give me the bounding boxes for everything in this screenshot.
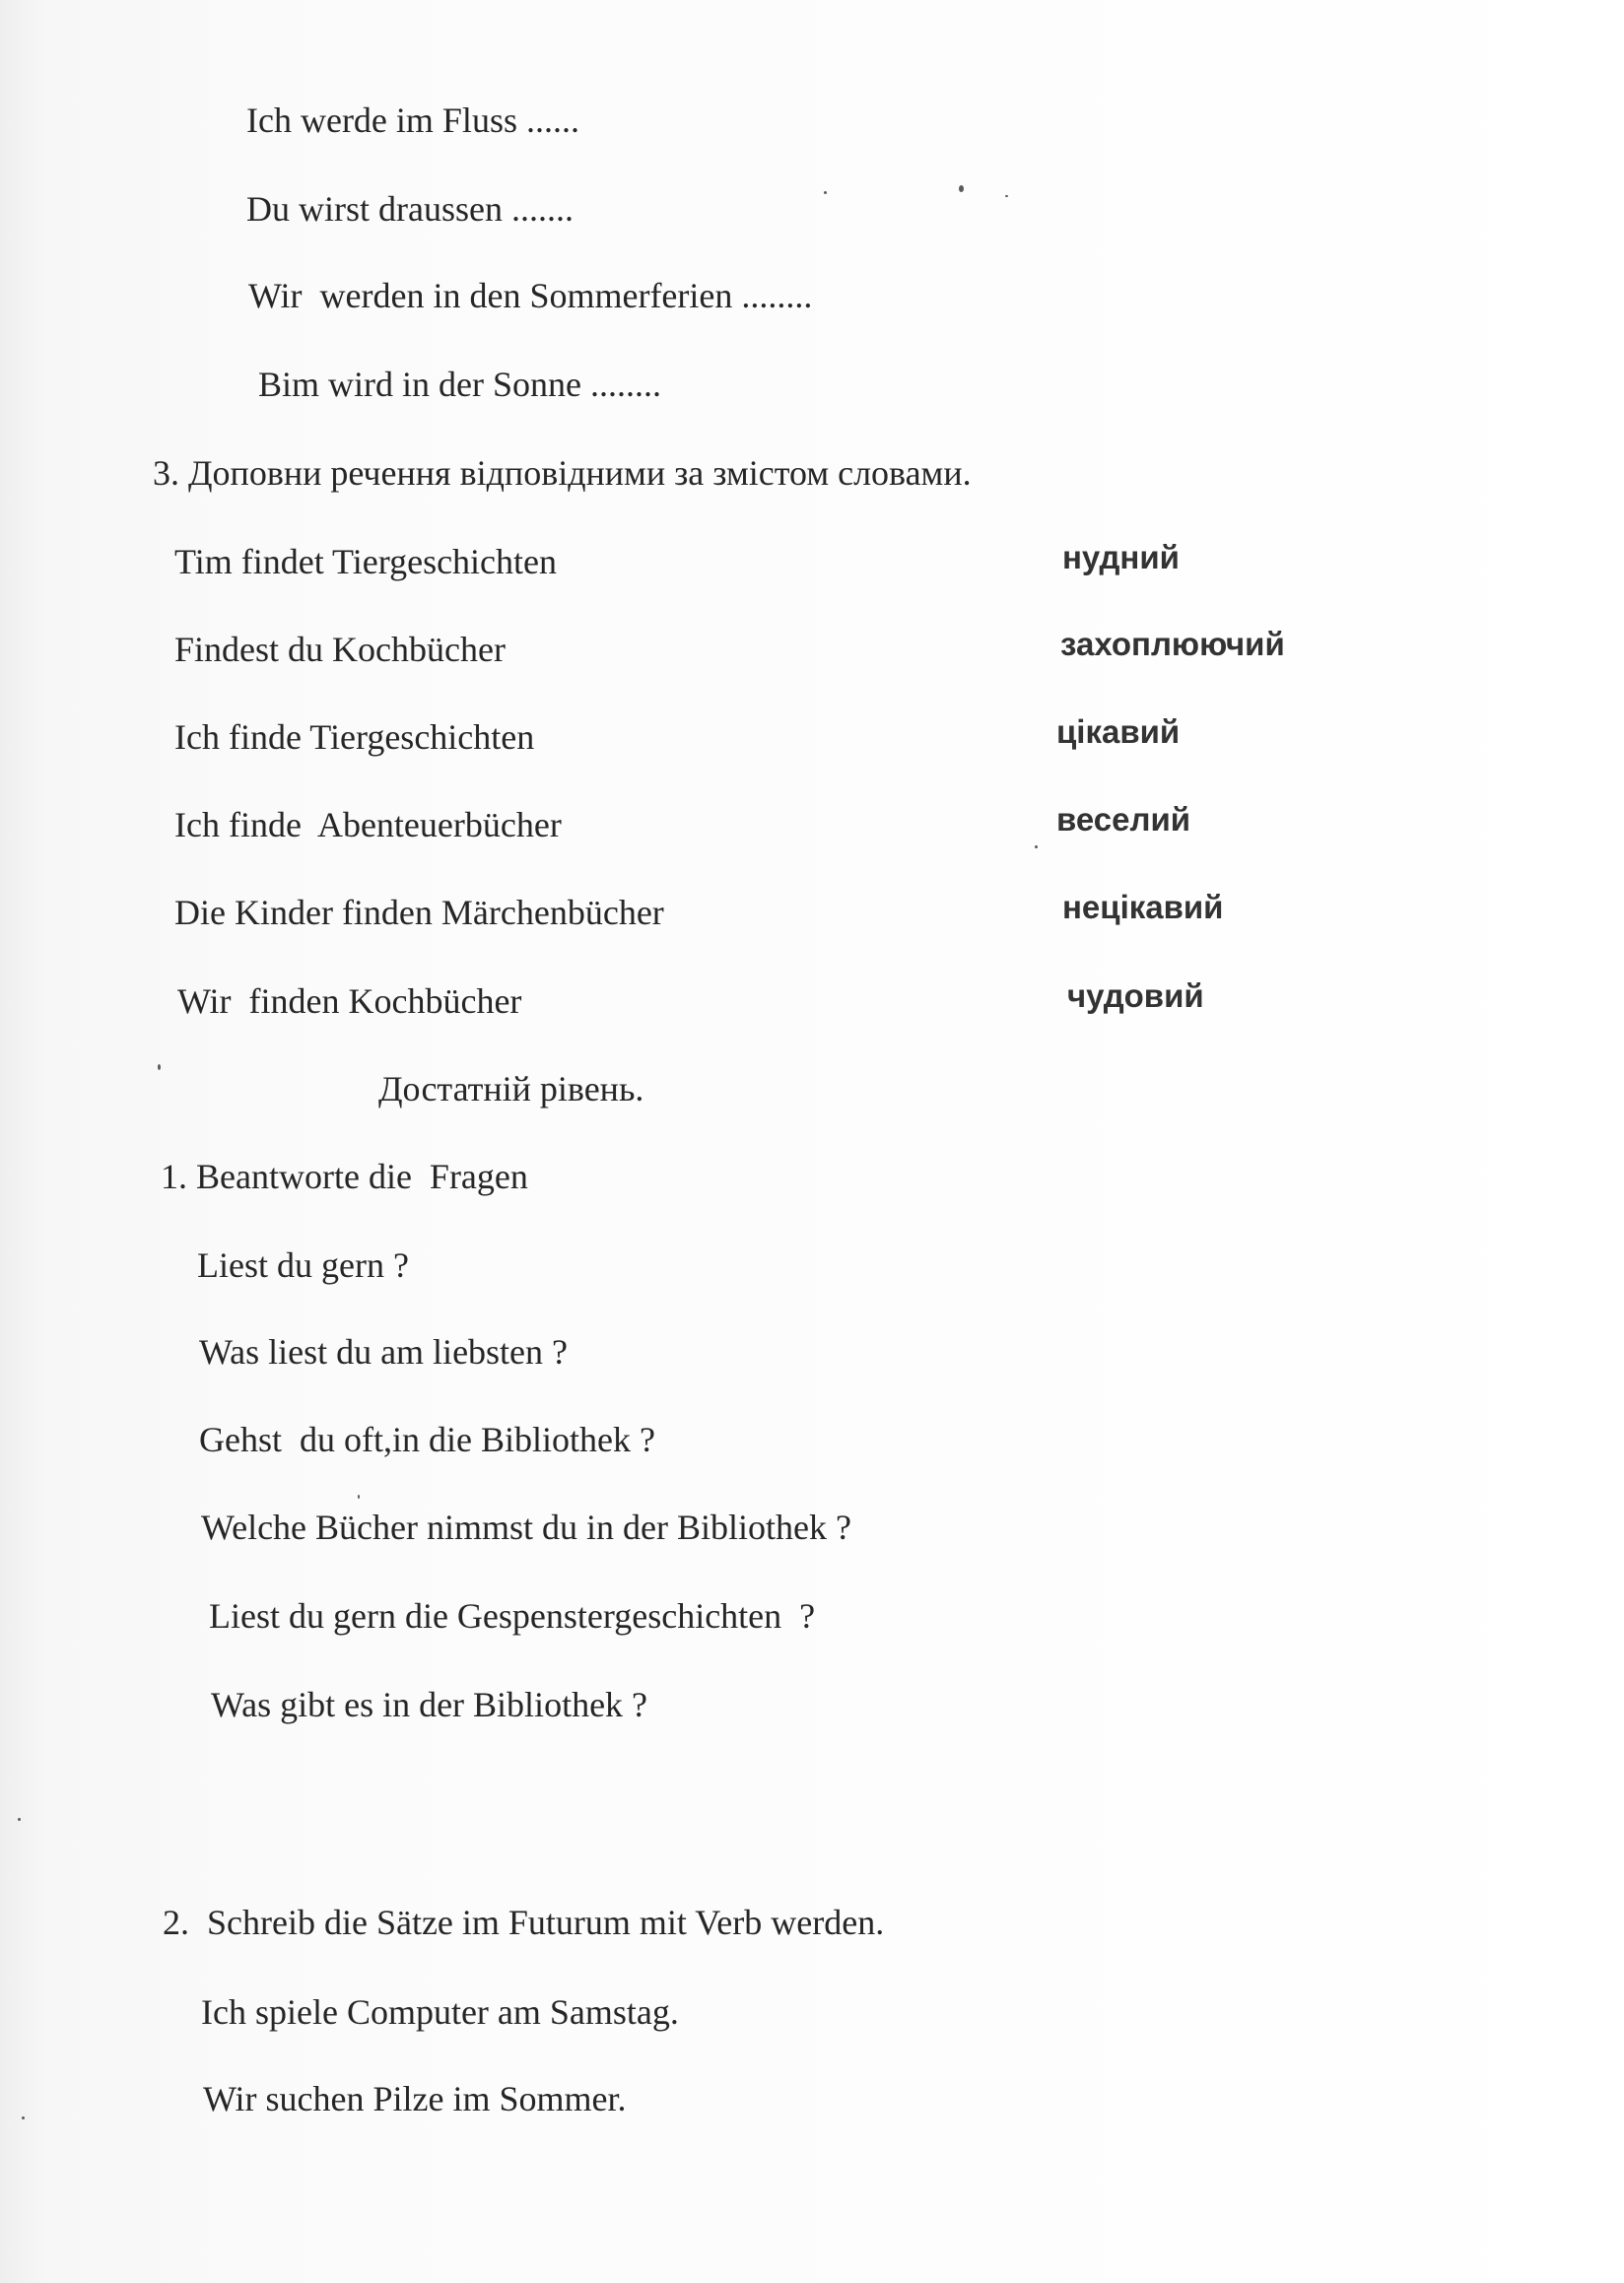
task1-question-4: Welche Bücher nimmst du in der Bibliothek ? — [201, 1508, 851, 1547]
task1-question-2: Was liest du am liebsten ? — [199, 1332, 569, 1372]
task1-question-3: Gehst du oft,in die Bibliothek ? — [199, 1420, 655, 1459]
task1-heading: 1. Beantworte die Fragen — [161, 1157, 528, 1196]
task3-sentence-5: Die Kinder finden Märchenbücher — [174, 893, 664, 932]
task1-question-6: Was gibt es in der Bibliothek ? — [211, 1685, 648, 1724]
task3-sentence-1: Tim findet Tiergeschichten — [174, 542, 558, 581]
task1-question-1: Liest du gern ? — [197, 1245, 409, 1285]
task3-heading: 3. Доповни речення відповідними за змістом словами. — [153, 453, 972, 493]
task1-question-5: Liest du gern die Gespenstergeschichten ? — [209, 1596, 816, 1636]
task3-adjective-2: захоплюючий — [1060, 626, 1285, 662]
scan-speck — [158, 1064, 161, 1070]
scan-speck — [959, 185, 964, 192]
top-sentence-3: Wir werden in den Sommerferien ........ — [248, 276, 813, 315]
scan-speck — [1035, 845, 1038, 848]
task2-heading: 2. Schreib die Sätze im Futurum mit Verb werden. — [163, 1903, 885, 1942]
top-sentence-4: Bim wird in der Sonne ........ — [258, 365, 661, 404]
task3-adjective-3: цікавий — [1056, 713, 1181, 750]
scan-speck — [824, 191, 827, 194]
task2-sentence-1: Ich spiele Computer am Samstag. — [201, 1992, 679, 2032]
task3-adjective-1: нудний — [1062, 539, 1180, 575]
task3-adjective-5: нецікавий — [1062, 889, 1224, 925]
task3-sentence-4: Ich finde Abenteuerbücher — [174, 805, 562, 844]
task3-sentence-3: Ich finde Tiergeschichten — [174, 717, 535, 757]
task3-sentence-6: Wir finden Kochbücher — [177, 981, 522, 1021]
task3-sentence-2: Findest du Kochbücher — [174, 630, 506, 669]
scan-speck — [22, 2116, 25, 2119]
top-sentence-2: Du wirst draussen ....... — [246, 189, 574, 229]
task3-adjective-6: чудовий — [1067, 977, 1204, 1014]
task2-sentence-2: Wir suchen Pilze im Sommer. — [203, 2079, 627, 2118]
scan-speck — [358, 1495, 360, 1499]
scan-speck — [18, 1818, 21, 1821]
task3-adjective-4: веселий — [1056, 801, 1191, 838]
scan-speck — [1005, 195, 1008, 197]
top-sentence-1: Ich werde im Fluss ...... — [246, 101, 579, 140]
level-title: Достатній рівень. — [378, 1069, 644, 1108]
